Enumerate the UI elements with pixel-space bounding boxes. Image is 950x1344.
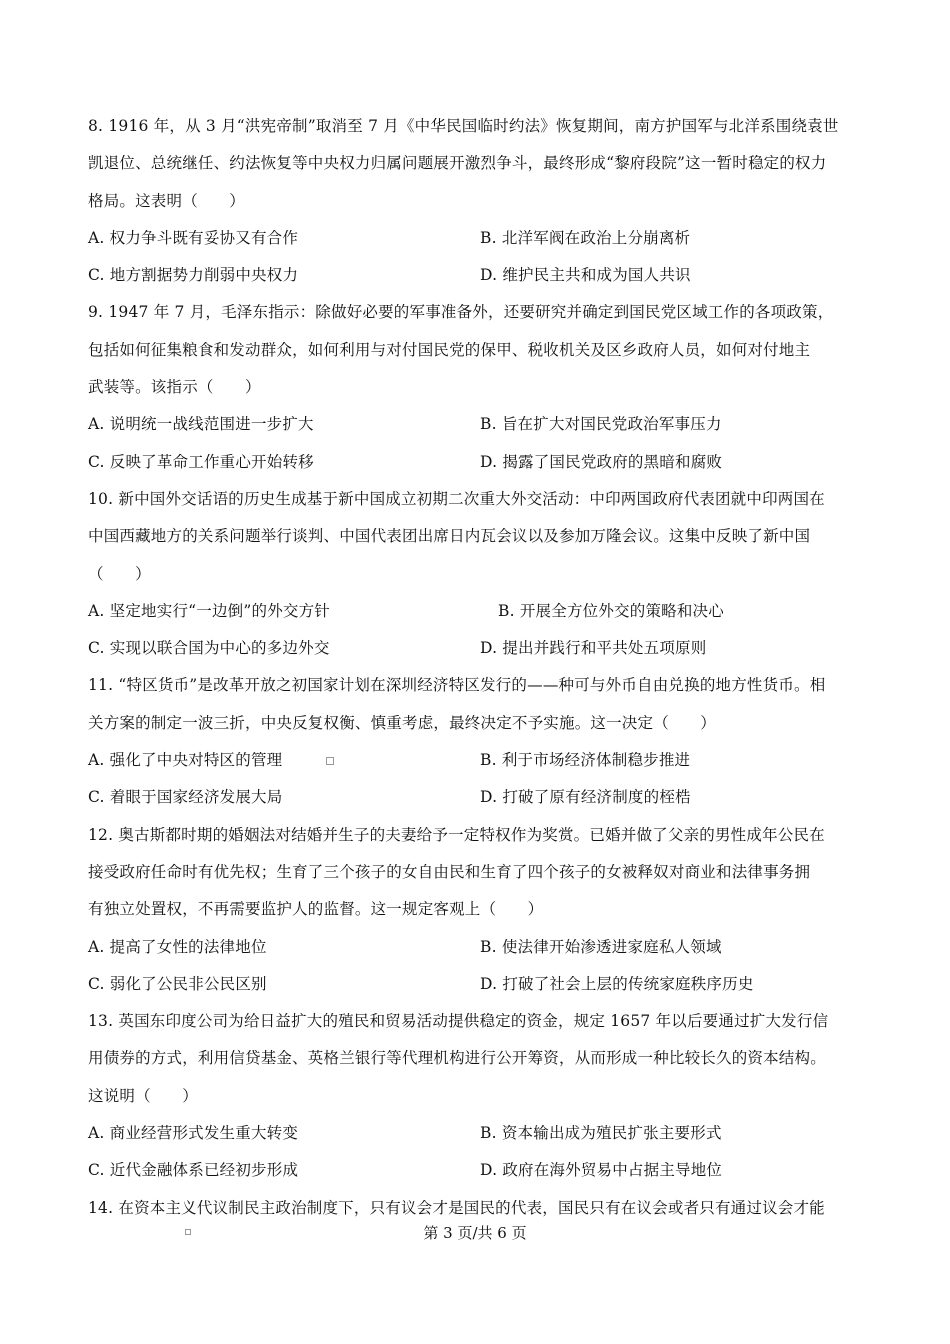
question-text-line: 这说明（ ） — [88, 1086, 198, 1105]
question-text-line: 格局。这表明（ ） — [88, 191, 246, 210]
option-row — [88, 220, 888, 257]
option-row — [88, 966, 888, 1003]
option-c: C. 弱化了公民非公民区别 — [88, 974, 267, 993]
option-row — [88, 593, 888, 630]
question-text-line: （ ） — [88, 564, 151, 583]
option-a: A. 权力争斗既有妥协又有合作 — [88, 228, 299, 247]
question-text-line: 用债券的方式，利用信贷基金、英格兰银行等代理机构进行公开筹资，从而形成一种比较长久的资本结构。 — [88, 1049, 826, 1068]
option-row — [88, 929, 888, 966]
option-b: B. 旨在扩大对国民党政治军事压力 — [480, 415, 722, 434]
placeholder-box-icon — [326, 757, 334, 765]
question-text-line: 包括如何征集粮食和发动群众，如何利用与对付国民党的保甲、税收机关及区乡政府人员，如何对付地主 — [88, 340, 811, 359]
question-text-line: 接受政府任命时有优先权；生育了三个孩子的女自由民和生育了四个孩子的女被释奴对商业和法律事务拥 — [88, 862, 811, 881]
option-row — [88, 1115, 888, 1152]
question-text-line: 凯退位、总统继任、约法恢复等中央权力归属问题展开激烈争斗，最终形成“黎府段院”这一暂时稳定的权力 — [88, 154, 827, 173]
question-text-line: 中国西藏地方的关系问题举行谈判、中国代表团出席日内瓦会议以及参加万隆会议。这集中反映了新中国 — [88, 527, 811, 546]
option-d: D. 政府在海外贸易中占据主导地位 — [480, 1161, 723, 1180]
question-text-line: 12. 奥古斯都时期的婚姻法对结婚并生子的夫妻给予一定特权作为奖赏。已婚并做了父亲的男性成年公民在 — [88, 825, 825, 844]
option-d: D. 打破了社会上层的传统家庭秩序历史 — [480, 974, 754, 993]
option-d: D. 提出并践行和平共处五项原则 — [480, 639, 707, 658]
option-b: B. 利于市场经济体制稳步推进 — [480, 751, 691, 770]
option-b: B. 资本输出成为殖民扩张主要形式 — [480, 1124, 722, 1143]
option-a: A. 提高了女性的法律地位 — [88, 937, 267, 956]
question-text-line: 14. 在资本主义代议制民主政治制度下，只有议会才是国民的代表，国民只有在议会或者只有通过议会才能 — [88, 1198, 825, 1217]
option-a: A. 说明统一战线范围进一步扩大 — [88, 415, 314, 434]
option-row — [88, 630, 888, 667]
option-c: C. 近代金融体系已经初步形成 — [88, 1161, 299, 1180]
option-row — [88, 742, 888, 779]
question-11 — [88, 667, 888, 816]
question-9 — [88, 294, 888, 480]
question-list — [88, 108, 888, 1227]
option-row — [88, 406, 888, 443]
option-a-cell — [88, 742, 480, 779]
option-row — [88, 257, 888, 294]
option-row — [88, 779, 888, 816]
question-text-line: 13. 英国东印度公司为给日益扩大的殖民和贸易活动提供稳定的资金，规定 1657 年以后要通过扩大发行信 — [88, 1012, 829, 1031]
question-10 — [88, 481, 888, 667]
option-b: B. 北洋军阀在政治上分崩离析 — [480, 228, 691, 247]
option-d: D. 揭露了国民党政府的黑暗和腐败 — [480, 452, 723, 471]
option-a: A. 强化了中央对特区的管理 — [88, 751, 283, 770]
question-text-line: 8. 1916 年，从 3 月“洪宪帝制”取消至 7 月《中华民国临时约法》恢复期间，南方护国军与北洋系围绕袁世 — [88, 117, 839, 135]
question-text-line: 武装等。该指示（ ） — [88, 378, 261, 397]
question-12 — [88, 817, 888, 1003]
option-c: C. 地方割据势力削弱中央权力 — [88, 266, 299, 285]
option-c: C. 实现以联合国为中心的多边外交 — [88, 639, 330, 658]
option-row — [88, 444, 888, 481]
option-c: C. 着眼于国家经济发展大局 — [88, 788, 283, 807]
option-d: D. 打破了原有经济制度的桎梏 — [480, 788, 691, 807]
option-a: A. 坚定地实行“一边倒”的外交方针 — [88, 601, 330, 620]
option-d: D. 维护民主共和成为国人共识 — [480, 266, 691, 285]
option-c: C. 反映了革命工作重心开始转移 — [88, 452, 314, 471]
question-8 — [88, 108, 888, 294]
question-13 — [88, 1003, 888, 1189]
question-text-line: 9. 1947 年 7 月，毛泽东指示：除做好必要的军事准备外，还要研究并确定到国民党区域工作的各项政策， — [88, 303, 834, 322]
question-text-line: 关方案的制定一波三折，中央反复权衡、慎重考虑，最终决定不予实施。这一决定（ ） — [88, 713, 717, 732]
question-text-line: 11. “特区货币”是改革开放之初国家计划在深圳经济特区发行的——种可与外币自由兑换的地方性货币。相 — [88, 676, 826, 695]
option-b: B. 使法律开始渗透进家庭私人领域 — [480, 937, 722, 956]
page-number: 第 3 页/共 6 页 — [423, 1224, 527, 1242]
option-b: B. 开展全方位外交的策略和决心 — [498, 601, 724, 620]
option-row — [88, 1152, 888, 1189]
question-text-line: 10. 新中国外交话语的历史生成基于新中国成立初期二次重大外交活动：中印两国政府代表团就中印两国在 — [88, 489, 825, 508]
question-text-line: 有独立处置权，不再需要监护人的监督。这一规定客观上（ ） — [88, 900, 544, 919]
option-a: A. 商业经营形式发生重大转变 — [88, 1124, 299, 1143]
